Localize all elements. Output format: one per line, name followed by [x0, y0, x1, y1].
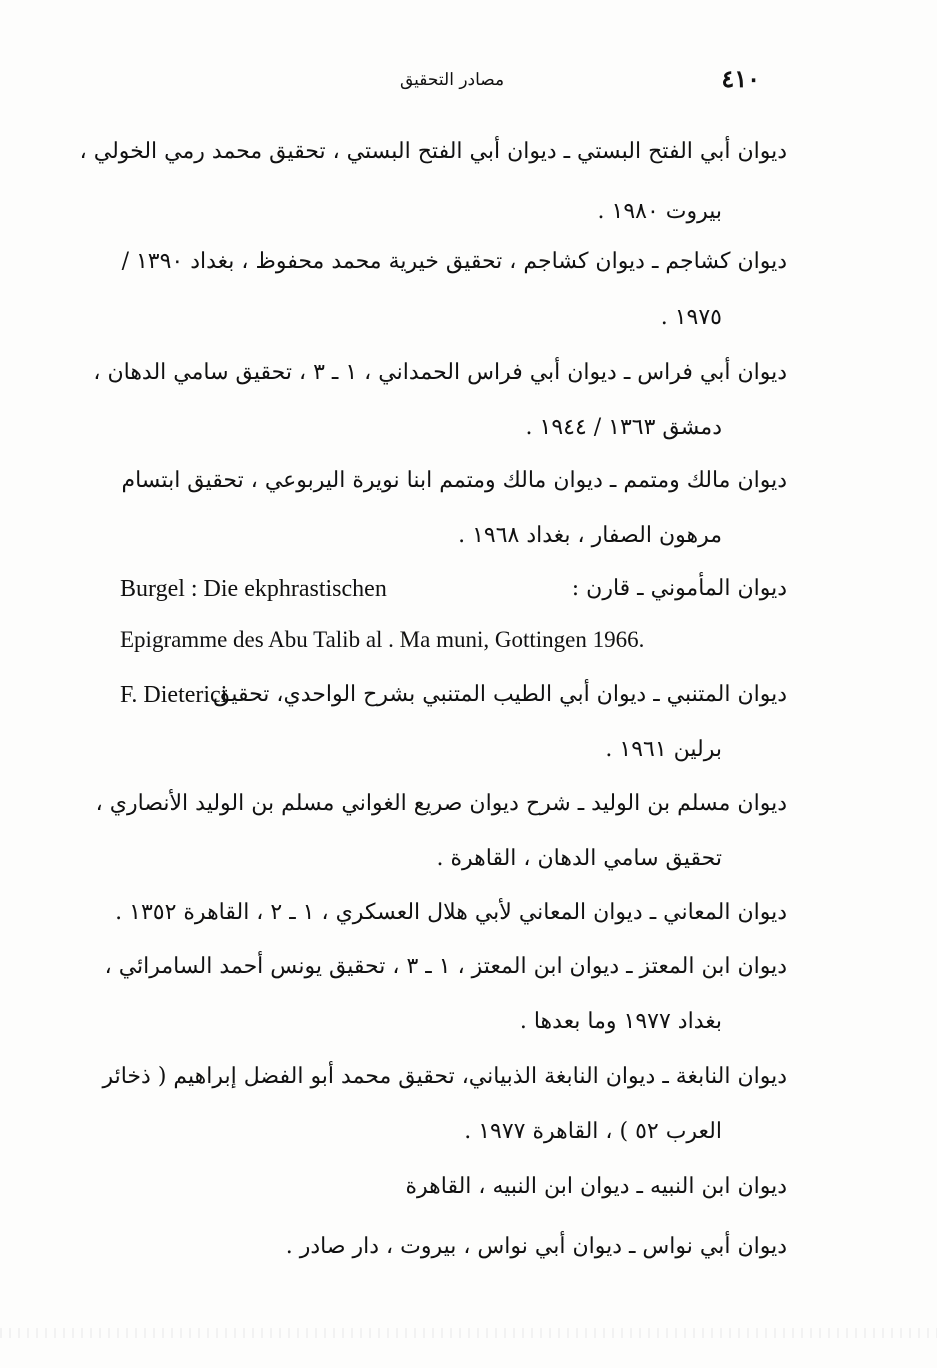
entry-ibn-mutazz-line2: بغداد ١٩٧٧ وما بعدها .	[519, 1009, 722, 1034]
page-header	[110, 64, 800, 104]
entry-maani-line1: ديوان المعاني ـ ديوان المعاني لأبي هلال العسكري ، ١ ـ ٢ ، القاهرة ١٣٥٢ .	[115, 900, 787, 925]
entry-mamuni-arabic: ديوان المأموني ـ قارن :	[571, 576, 787, 601]
entry-nabigha-line1: ديوان النابغة ـ ديوان النابغة الذبياني، تحقيق محمد أبو الفضل إبراهيم ( ذخائر	[102, 1064, 787, 1089]
entry-malik-line1: ديوان مالك ومتمم ـ ديوان مالك ومتمم ابنا نويرة اليربوعي ، تحقيق ابتسام	[121, 468, 787, 493]
entry-abu-firas-line2: دمشق ١٣٦٣ / ١٩٤٤ .	[525, 415, 722, 440]
entry-mamuni-latin2: Epigramme des Abu Talib al . Ma muni, Gottingen 1966.	[120, 627, 645, 652]
scan-edge-noise	[0, 1328, 937, 1338]
entry-mamuni-latin1: Burgel : Die ekphrastischen	[120, 576, 387, 602]
entry-nabigha-line2: العرب ٥٢ ) ، القاهرة ١٩٧٧ .	[464, 1119, 722, 1144]
entry-abu-nuwas-line1: ديوان أبي نواس ـ ديوان أبي نواس ، بيروت ، دار صادر .	[285, 1234, 787, 1259]
entry-busti-line2: بيروت ١٩٨٠ .	[597, 199, 722, 224]
entry-malik-line2: مرهون الصفار ، بغداد ١٩٦٨ .	[458, 523, 722, 548]
entry-muslim-line1: ديوان مسلم بن الوليد ـ شرح ديوان صريع الغواني مسلم بن الوليد الأنصاري ،	[95, 791, 787, 816]
entry-ibn-mutazz-line1: ديوان ابن المعتز ـ ديوان ابن المعتز ، ١ ـ ٣ ، تحقيق يونس أحمد السامرائي ،	[104, 954, 787, 979]
entry-ibn-nabih-line1: ديوان ابن النبيه ـ ديوان ابن النبيه ، القاهرة	[405, 1174, 787, 1199]
entry-busti-line1: ديوان أبي الفتح البستي ـ ديوان أبي الفتح البستي ، تحقيق محمد رمي الخولي ،	[79, 139, 787, 164]
entry-muslim-line2: تحقيق سامي الدهان ، القاهرة .	[436, 846, 722, 871]
entry-kushajim-line1: ديوان كشاجم ـ ديوان كشاجم ، تحقيق خيرية محمد محفوظ ، بغداد ١٣٩٠ /	[121, 249, 787, 274]
entry-kushajim-line2: ١٩٧٥ .	[660, 305, 722, 330]
page-number: ٤١٠	[721, 64, 760, 93]
running-title: مصادر التحقيق	[400, 70, 505, 90]
entry-mutanabbi-latin: F. Dieterici	[120, 682, 228, 708]
entry-abu-firas-line1: ديوان أبي فراس ـ ديوان أبي فراس الحمداني ، ١ ـ ٣ ، تحقيق سامي الدهان ،	[93, 360, 787, 385]
entry-mutanabbi-arabic: ديوان المتنبي ـ ديوان أبي الطيب المتنبي بشرح الواحدي، تحقيق	[212, 682, 787, 707]
entry-mutanabbi-line2: برلين ١٩٦١ .	[605, 737, 722, 762]
